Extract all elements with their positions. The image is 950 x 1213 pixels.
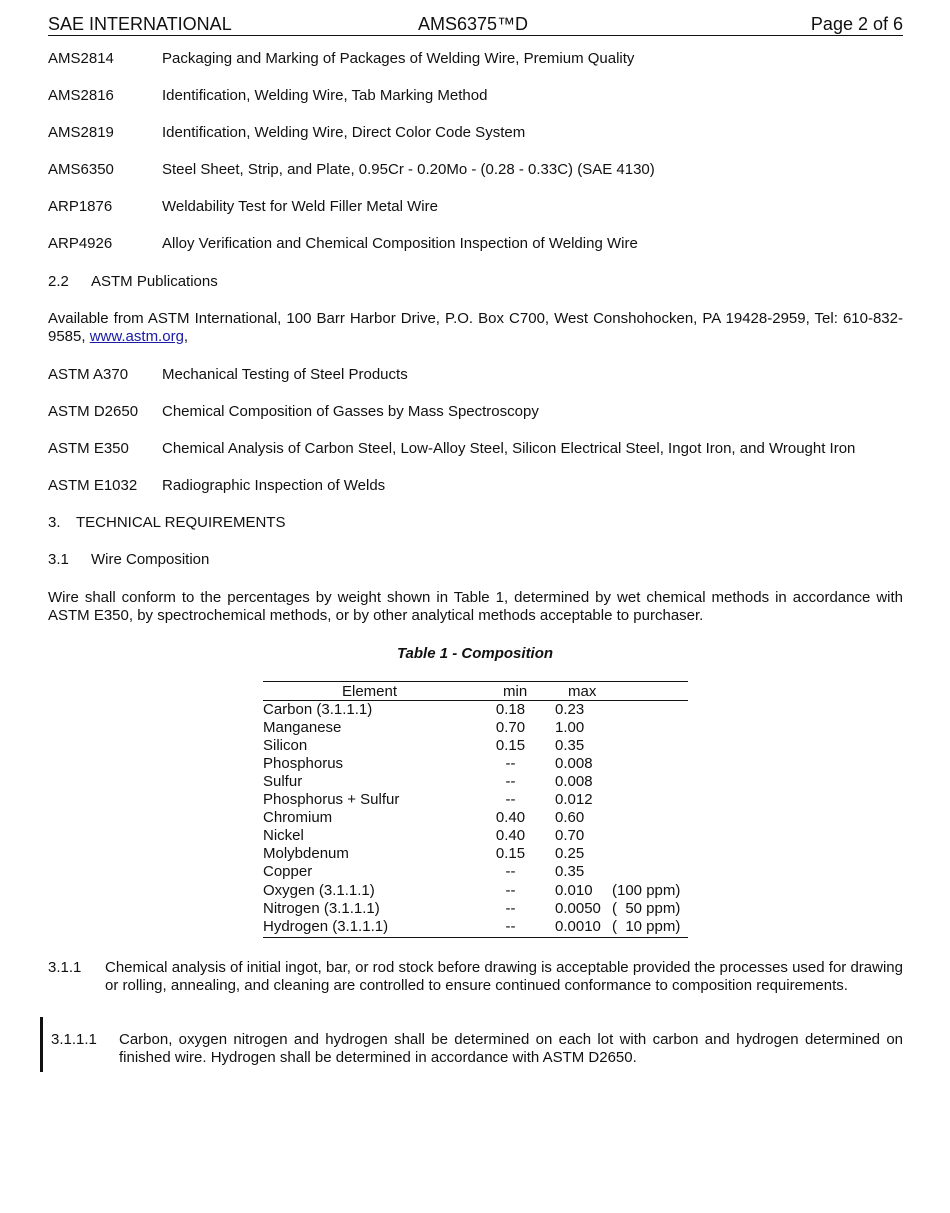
cell-min: -- [505,918,516,935]
reference-title: Alloy Verification and Chemical Composition Inspection of Welding Wire [162,235,638,252]
table-row [263,918,688,936]
cell-max: 0.008 [555,773,593,790]
cell-element: Copper [263,863,313,880]
reference-code: ARP4926 [48,235,113,252]
cell-max: 0.0050 [555,900,601,917]
astm-availability-paragraph [48,310,903,346]
reference-title: Chemical Composition of Gasses by Mass Spectroscopy [162,403,539,420]
table-top-rule [263,681,688,682]
cell-element: Oxygen (3.1.1.1) [263,882,375,899]
cell-max: 0.70 [555,827,585,844]
section-number: 3.1.1.1 [51,1031,97,1048]
section-3-heading [48,514,285,532]
reference-title: Weldability Test for Weld Filler Metal Wire [162,198,438,215]
reference-code: AMS6350 [48,161,114,178]
reference-title: Identification, Welding Wire, Direct Color Code System [162,124,526,141]
table-row [263,773,688,791]
reference-title: Packaging and Marking of Packages of Welding Wire, Premium Quality [162,50,635,67]
header-org: SAE INTERNATIONAL [48,14,232,34]
header-doc-number: AMS6375™D [418,14,529,34]
column-header-max: max [568,683,597,700]
reference-code: ASTM E350 [48,440,129,457]
cell-max: 0.25 [555,845,585,862]
table-caption: Table 1 - Composition [396,645,554,662]
reference-row [48,366,903,384]
cell-min: 0.70 [495,719,526,736]
cell-max: 0.60 [555,809,585,826]
table-row [263,737,688,755]
column-header-element: Element [342,683,398,700]
section-text: Chemical analysis of initial ingot, bar, or rod stock before drawing is acceptable provided the processes used for drawing or rolling, annealing, and cleaning are controlled to ensure continued conformance to composition requirements. [105,959,903,994]
table-row [263,882,688,900]
reference-row [48,50,903,68]
section-2-2-heading [48,273,218,291]
reference-title: Radiographic Inspection of Welds [162,477,386,494]
table-bottom-rule [263,937,688,938]
reference-row [48,477,903,495]
cell-min: -- [505,755,516,772]
cell-element: Hydrogen (3.1.1.1) [263,918,389,935]
section-text: Carbon, oxygen nitrogen and hydrogen shall be determined on each lot with carbon and hydrogen determined on finished wire. Hydrogen shall be determined in accordance with ASTM D2650. [119,1031,903,1066]
section-title: ASTM Publications [91,273,218,290]
cell-min: -- [505,882,516,899]
table-row [263,701,688,719]
page-header [48,13,903,36]
column-header-min: min [503,683,528,700]
cell-min: -- [505,863,516,880]
reference-title: Identification, Welding Wire, Tab Marking Method [162,87,488,104]
section-3-1-heading [48,551,209,569]
cell-element: Nickel [263,827,304,844]
cell-ppm: (100 ppm) [612,882,681,899]
cell-min: 0.15 [495,737,526,754]
cell-max: 0.012 [555,791,593,808]
section-number: 3.1.1 [48,959,82,976]
reference-code: AMS2814 [48,50,114,67]
section-title: TECHNICAL REQUIREMENTS [76,514,286,531]
section-number: 2.2 [48,273,69,290]
cell-element: Nitrogen (3.1.1.1) [263,900,380,917]
reference-row [48,440,903,458]
header-page-number: Page 2 of 6 [810,14,903,34]
reference-code: ASTM E1032 [48,477,138,494]
cell-min: 0.18 [495,701,526,718]
section-title: Wire Composition [91,551,210,568]
reference-row [48,403,903,421]
reference-code: AMS2819 [48,124,114,141]
availability-tail: , [183,328,189,345]
cell-element: Silicon [263,737,308,754]
cell-ppm: ( 10 ppm) [612,918,681,935]
astm-website-link[interactable]: www.astm.org [89,328,184,345]
table-row [263,809,688,827]
reference-row [48,161,903,179]
reference-code: ASTM A370 [48,366,129,383]
revision-change-bar [40,1017,43,1072]
reference-code: AMS2816 [48,87,114,104]
cell-element: Phosphorus [263,755,344,772]
cell-max: 0.0010 [555,918,601,935]
cell-min: 0.40 [495,827,526,844]
reference-row [48,124,903,142]
table-row [263,845,688,863]
table-row [263,827,688,845]
table-row [263,791,688,809]
cell-max: 1.00 [555,719,585,736]
availability-text: Available from ASTM International, 100 Barr Harbor Drive, P.O. Box C700, West Conshohocken, PA 19428-2959, Tel: 610-832-9585, [48,310,903,345]
reference-title: Chemical Analysis of Carbon Steel, Low-Alloy Steel, Silicon Electrical Steel, Ingot Iron, and Wrought Iron [162,440,856,457]
cell-min: -- [505,791,516,808]
cell-min: -- [505,773,516,790]
reference-code: ASTM D2650 [48,403,139,420]
table-row [263,863,688,881]
table-row [263,900,688,918]
cell-element: Molybdenum [263,845,349,862]
cell-max: 0.35 [555,863,585,880]
section-number: 3.1 [48,551,69,568]
cell-element: Manganese [263,719,342,736]
cell-element: Phosphorus + Sulfur [263,791,400,808]
cell-min: 0.15 [495,845,526,862]
cell-element: Sulfur [263,773,303,790]
section-3-1-paragraph: Wire shall conform to the percentages by weight shown in Table 1, determined by wet chemical methods in accordance with ASTM E350, by spectrochemical methods, or by other analytical methods acceptable to purchaser. [48,589,903,624]
section-number: 3. [48,514,61,531]
cell-max: 0.010 [555,882,593,899]
reference-title: Steel Sheet, Strip, and Plate, 0.95Cr - 0.20Mo - (0.28 - 0.33C) (SAE 4130) [162,161,655,178]
table-row [263,755,688,773]
reference-row [48,87,903,105]
cell-min: -- [505,900,516,917]
reference-row [48,235,903,253]
cell-ppm: ( 50 ppm) [612,900,681,917]
cell-max: 0.23 [555,701,585,718]
reference-code: ARP1876 [48,198,113,215]
cell-element: Chromium [263,809,333,826]
reference-row [48,198,903,216]
cell-max: 0.008 [555,755,593,772]
cell-max: 0.35 [555,737,585,754]
cell-min: 0.40 [495,809,526,826]
table-row [263,719,688,737]
reference-title: Mechanical Testing of Steel Products [162,366,408,383]
cell-element: Carbon (3.1.1.1) [263,701,373,718]
